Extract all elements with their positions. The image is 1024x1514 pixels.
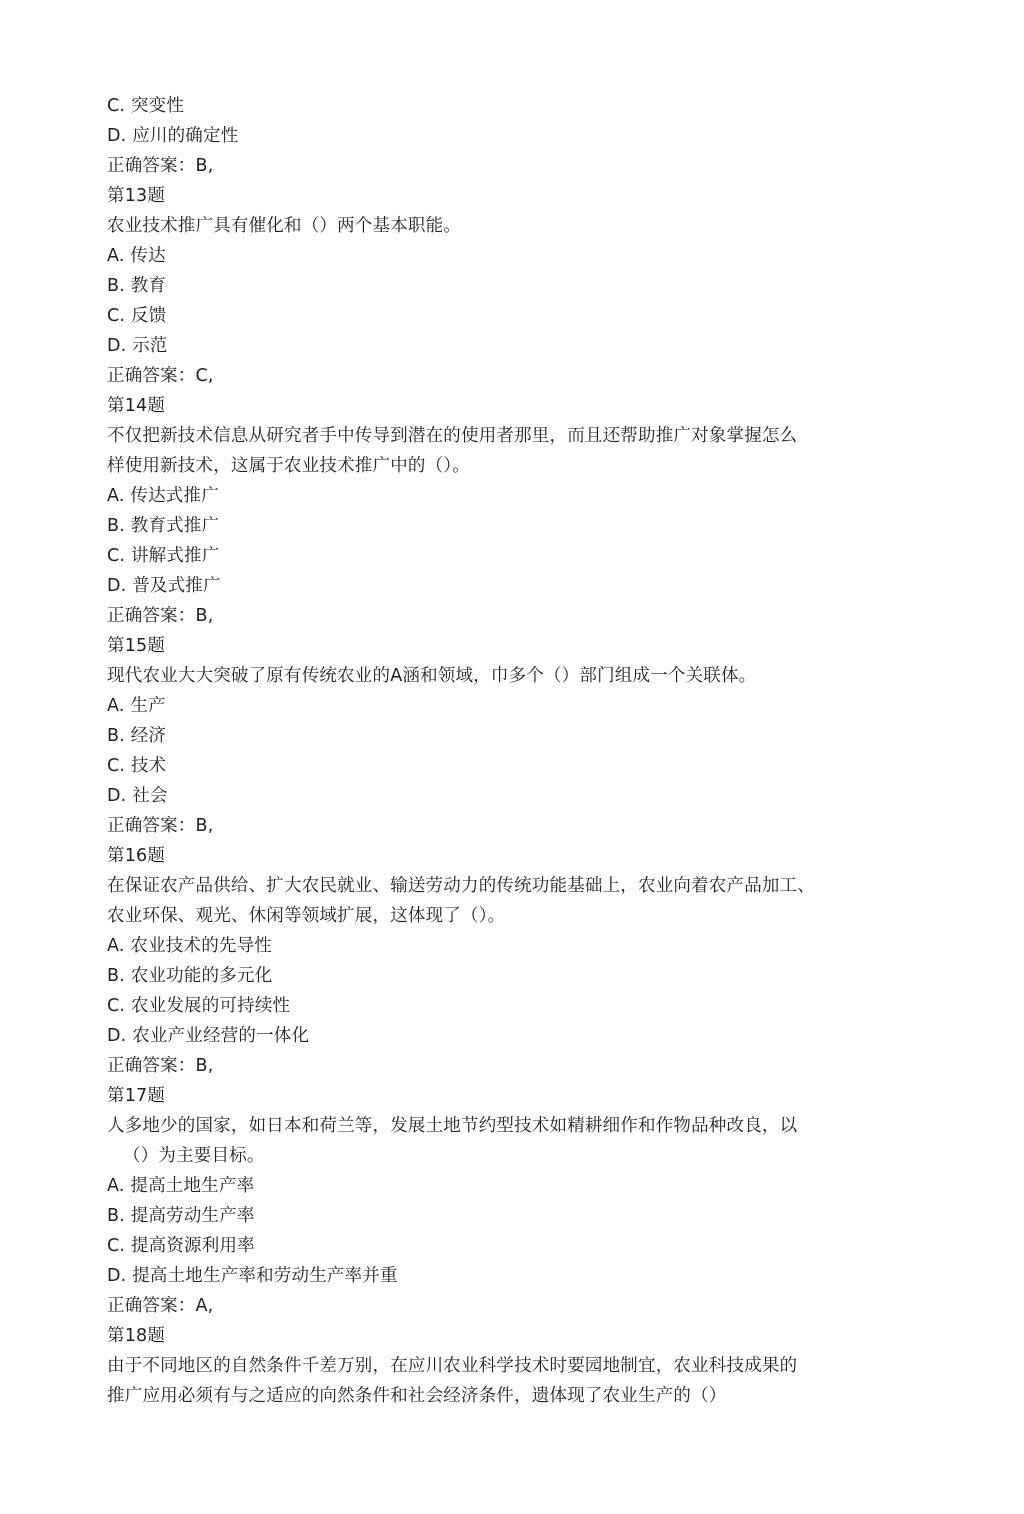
- option-c: C. 讲解式推广: [107, 546, 220, 566]
- question-number: 第17题: [107, 1086, 166, 1106]
- option-d: D. 普及式推广: [107, 576, 221, 596]
- question-number: 第14题: [107, 396, 166, 416]
- question-text-continued: （）为主要目标。: [123, 1146, 265, 1166]
- question-text: 不仅把新技术信息从研究者手中传导到潜在的使用者那里，而且还帮助推广对象掌握怎么: [107, 426, 798, 446]
- question-text-continued: 农业环保、观光、休闲等领域扩展，这体现了（）。: [107, 906, 506, 926]
- option-b: B. 农业功能的多元化: [107, 966, 273, 986]
- answer-line: 正确答案：B,: [107, 816, 214, 836]
- question-text: 由于不同地区的自然条件千差万别，在应川农业科学技术时要园地制宜，农业科技成果的: [107, 1356, 798, 1376]
- option-c: C. 技术: [107, 756, 167, 776]
- option-b: B. 提高劳动生产率: [107, 1206, 255, 1226]
- option-b: B. 教育: [107, 276, 167, 296]
- question-text: 在保证农产品供给、扩大农民就业、输送劳动力的传统功能基础上，农业向着农产品加工、: [107, 876, 815, 896]
- option-a: A. 生产: [107, 696, 166, 716]
- option-a: A. 传达: [107, 246, 166, 266]
- answer-line: 正确答案：C,: [107, 366, 214, 386]
- option-c: C. 农业发展的可持续性: [107, 996, 291, 1016]
- question-text: 农业技术推广具有催化和（）两个基本职能。: [107, 216, 461, 236]
- question-text: 现代农业大大突破了原有传统农业的A涵和领域，巾多个（）部门组成一个关联体。: [107, 666, 757, 686]
- option-a: A. 提高土地生产率: [107, 1176, 255, 1196]
- option-b: B. 经济: [107, 726, 167, 746]
- question-text-continued: 样使用新技术，这属于农业技术推广中的（）。: [107, 456, 470, 476]
- option-a: A. 农业技术的先导性: [107, 936, 272, 956]
- answer-line: 正确答案：B,: [107, 1056, 214, 1076]
- option-d: D. 社会: [107, 786, 168, 806]
- answer-line: 正确答案：B,: [107, 606, 214, 626]
- answer-line: 正确答案：A,: [107, 1296, 214, 1316]
- option-d: D. 农业产业经营的一体化: [107, 1026, 310, 1046]
- option-d: D. 示范: [107, 336, 168, 356]
- document-body: [107, 91, 907, 1411]
- option-b: B. 教育式推广: [107, 516, 220, 536]
- question-text: 人多地少的国家，如日本和荷兰等，发展土地节约型技术如精耕细作和作物品种改良，以: [107, 1116, 798, 1136]
- option-d: D. 提高土地生产率和劳动生产率并重: [107, 1266, 398, 1286]
- option-d: D. 应川的确定性: [107, 126, 239, 146]
- question-number: 第13题: [107, 186, 166, 206]
- question-text-continued: 推广应用必须有与之适应的向然条件和社会经济条件，遗体现了农业生产的（）: [107, 1386, 727, 1406]
- option-c: C. 突变性: [107, 96, 185, 116]
- question-number: 第18题: [107, 1326, 166, 1346]
- option-c: C. 提高资源利用率: [107, 1236, 255, 1256]
- question-number: 第16题: [107, 846, 166, 866]
- option-c: C. 反馈: [107, 306, 167, 326]
- answer-line: 正确答案：B,: [107, 156, 214, 176]
- question-number: 第15题: [107, 636, 166, 656]
- option-a: A. 传达式推广: [107, 486, 219, 506]
